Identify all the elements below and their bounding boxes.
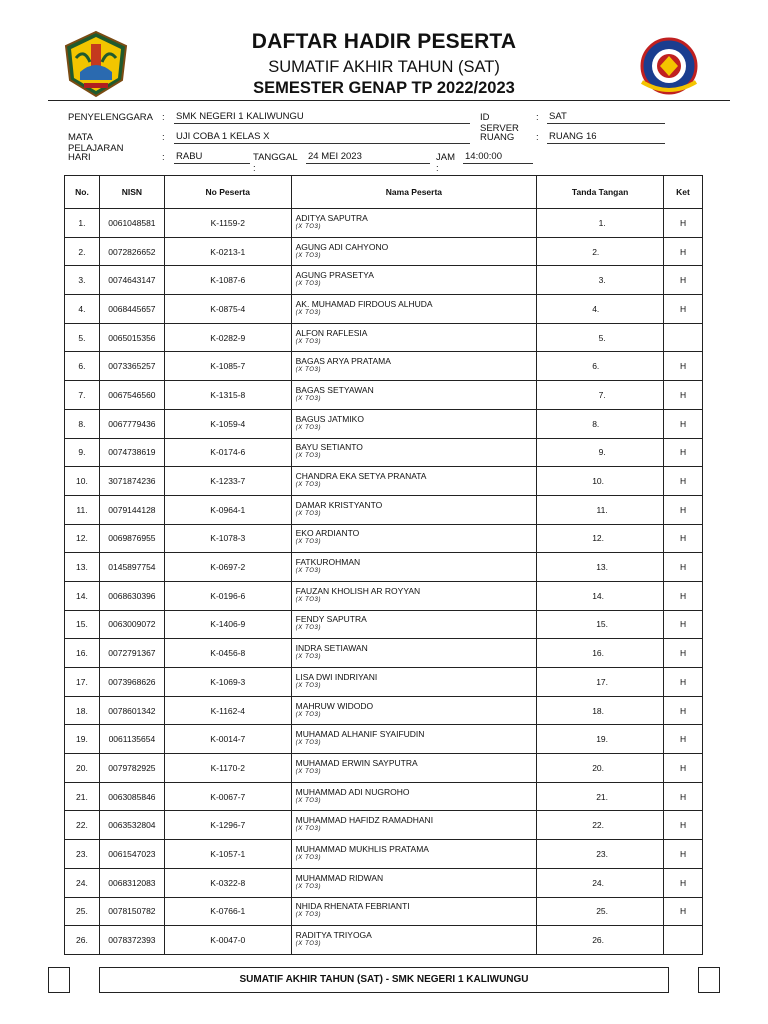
colon: : [162,152,165,163]
row-no-peserta: K-0766-1 [164,897,291,926]
hari-label: HARI [68,152,91,163]
row-no-peserta: K-1087-6 [164,266,291,295]
row-no: 26. [65,926,100,955]
row-nisn: 0067779436 [99,409,164,438]
row-nisn: 0079782925 [99,754,164,783]
row-nisn: 0078601342 [99,696,164,725]
table-row [65,639,703,668]
row-ket: H [664,811,703,840]
row-no: 22. [65,811,100,840]
row-no: 7. [65,381,100,410]
row-nama-peserta [291,381,537,410]
row-no-peserta: K-1078-3 [164,524,291,553]
row-no-peserta: K-1057-1 [164,840,291,869]
row-nisn: 0079144128 [99,495,164,524]
row-ket: H [664,782,703,811]
row-no-peserta: K-1296-7 [164,811,291,840]
row-ket: H [664,237,703,266]
row-ket [664,323,703,352]
table-row [65,409,703,438]
ruang-label: RUANG [480,132,515,143]
row-nisn: 0063532804 [99,811,164,840]
row-no: 18. [65,696,100,725]
row-tanda-tangan: 23. [537,840,664,869]
row-kelas: (X TO3) [295,367,322,374]
table-row [65,352,703,381]
row-ket: H [664,352,703,381]
row-no: 16. [65,639,100,668]
row-nisn: 0074643147 [99,266,164,295]
row-nisn: 0073365257 [99,352,164,381]
row-nisn: 0074738619 [99,438,164,467]
row-nama-peserta [291,725,537,754]
row-nama-peserta [291,897,537,926]
row-ket: H [664,868,703,897]
row-no: 17. [65,668,100,697]
row-no-peserta: K-0322-8 [164,868,291,897]
row-nama: BAGAS SETYAWAN [295,384,374,395]
row-nisn: 3071874236 [99,467,164,496]
row-tanda-tangan: 21. [537,782,664,811]
row-kelas: (X TO3) [295,883,322,890]
row-no: 10. [65,467,100,496]
row-kelas: (X TO3) [295,510,322,517]
row-no: 4. [65,295,100,324]
row-kelas: (X TO3) [295,252,322,259]
table-row [65,811,703,840]
row-ket: H [664,524,703,553]
row-ket: H [664,295,703,324]
row-nama-peserta [291,926,537,955]
table-row [65,438,703,467]
row-tanda-tangan: 10. [537,467,664,496]
row-nisn: 0078150782 [99,897,164,926]
row-nama-peserta [291,495,537,524]
row-tanda-tangan: 11. [537,495,664,524]
table-row [65,926,703,955]
table-row [65,266,703,295]
row-no-peserta: K-1406-9 [164,610,291,639]
row-nama-peserta [291,581,537,610]
row-tanda-tangan: 7. [537,381,664,410]
row-ket: H [664,467,703,496]
table-row [65,782,703,811]
row-tanda-tangan: 16. [537,639,664,668]
row-nisn: 0068630396 [99,581,164,610]
row-nisn: 0072826652 [99,237,164,266]
table-row [65,295,703,324]
row-kelas: (X TO3) [295,711,322,718]
row-nama: BAGAS ARYA PRATAMA [295,356,391,367]
row-no-peserta: K-1170-2 [164,754,291,783]
penyelenggara-label: PENYELENGGARA [68,112,153,123]
jam-value: 14:00:00 [463,151,533,164]
row-nisn: 0145897754 [99,553,164,582]
row-tanda-tangan: 12. [537,524,664,553]
row-nisn: 0078372393 [99,926,164,955]
row-kelas: (X TO3) [295,826,322,833]
row-nama: MAHRUW WIDODO [295,700,374,711]
row-tanda-tangan: 9. [537,438,664,467]
row-kelas: (X TO3) [295,797,322,804]
row-ket: H [664,209,703,238]
row-nama: ADITYA SAPUTRA [295,212,368,223]
header-divider [48,100,730,101]
row-nama: DAMAR KRISTYANTO [295,499,383,510]
row-no-peserta: K-0875-4 [164,295,291,324]
row-kelas: (X TO3) [295,596,322,603]
document-title: DAFTAR HADIR PESERTA [251,30,517,53]
row-nama: MUHAMMAD HAFIDZ RAMADHANI [295,815,434,826]
row-tanda-tangan: 13. [537,553,664,582]
row-ket [664,926,703,955]
ruang-value: RUANG 16 [547,131,665,144]
row-nama-peserta [291,668,537,697]
table-row [65,381,703,410]
row-no-peserta: K-1069-3 [164,668,291,697]
row-kelas: (X TO3) [295,223,322,230]
footer-right-box [698,967,720,993]
table-row [65,725,703,754]
table-row [65,696,703,725]
row-nama-peserta [291,438,537,467]
row-nama-peserta [291,553,537,582]
row-kelas: (X TO3) [295,281,322,288]
table-row [65,897,703,926]
row-nisn: 0063009072 [99,610,164,639]
row-nisn: 0065015356 [99,323,164,352]
row-no: 1. [65,209,100,238]
row-no-peserta: K-1162-4 [164,696,291,725]
row-nama-peserta [291,811,537,840]
row-nama: MUHAMMAD MUKHLIS PRATAMA [295,843,429,854]
row-nama: BAGUS JATMIKO [295,413,364,424]
row-nama: RADITYA TRIYOGA [295,930,372,941]
row-kelas: (X TO3) [295,424,322,431]
row-ket: H [664,495,703,524]
row-nama-peserta [291,524,537,553]
row-no-peserta: K-0213-1 [164,237,291,266]
table-header-row [65,176,703,209]
row-nama: FATKUROHMAN [295,557,361,568]
header-no-peserta: No Peserta [164,176,291,209]
row-kelas: (X TO3) [295,625,322,632]
row-nama: NHIDA RHENATA FEBRIANTI [295,901,410,912]
row-tanda-tangan: 15. [537,610,664,639]
tanggal-label: TANGGAL : [253,152,298,174]
row-kelas: (X TO3) [295,740,322,747]
footer-text: SUMATIF AKHIR TAHUN (SAT) - SMK NEGERI 1 KALIWUNGU [99,967,669,993]
row-tanda-tangan: 20. [537,754,664,783]
row-no-peserta: K-1315-8 [164,381,291,410]
row-tanda-tangan: 18. [537,696,664,725]
row-nama: MUHAMAD ALHANIF SYAIFUDIN [295,729,425,740]
row-no: 9. [65,438,100,467]
row-no-peserta: K-0282-9 [164,323,291,352]
jam-label: JAM : [436,152,455,174]
row-kelas: (X TO3) [295,482,322,489]
row-nama: LISA DWI INDRIYANI [295,671,378,682]
row-tanda-tangan: 6. [537,352,664,381]
row-tanda-tangan: 25. [537,897,664,926]
row-no: 3. [65,266,100,295]
row-no: 6. [65,352,100,381]
row-nisn: 0068312083 [99,868,164,897]
row-nama: ALFON RAFLESIA [295,327,368,338]
row-no: 5. [65,323,100,352]
row-ket: H [664,610,703,639]
row-nama-peserta [291,639,537,668]
row-no: 8. [65,409,100,438]
row-ket: H [664,266,703,295]
row-ket: H [664,381,703,410]
row-nisn: 0063085846 [99,782,164,811]
header-nama-peserta: Nama Peserta [291,176,537,209]
row-nama: MUHAMMAD ADI NUGROHO [295,786,410,797]
row-nama: EKO ARDIANTO [295,528,360,539]
row-kelas: (X TO3) [295,654,322,661]
table-row [65,237,703,266]
mata-pelajaran-label: MATA PELAJARAN [68,132,124,154]
row-tanda-tangan: 4. [537,295,664,324]
row-nisn: 0073968626 [99,668,164,697]
row-tanda-tangan: 19. [537,725,664,754]
row-nisn: 0061048581 [99,209,164,238]
table-row [65,610,703,639]
colon: : [536,112,539,123]
row-kelas: (X TO3) [295,912,322,919]
row-kelas: (X TO3) [295,338,322,345]
row-nisn: 0061135654 [99,725,164,754]
row-no: 20. [65,754,100,783]
row-no-peserta: K-0014-7 [164,725,291,754]
attendance-table [64,175,703,955]
row-tanda-tangan: 26. [537,926,664,955]
row-no-peserta: K-0697-2 [164,553,291,582]
row-no-peserta: K-1085-7 [164,352,291,381]
row-tanda-tangan: 3. [537,266,664,295]
footer-left-box [48,967,70,993]
row-ket: H [664,581,703,610]
row-nama-peserta [291,352,537,381]
row-no: 14. [65,581,100,610]
table-row [65,840,703,869]
table-row [65,323,703,352]
row-kelas: (X TO3) [295,682,322,689]
row-nama-peserta [291,209,537,238]
row-nama-peserta [291,840,537,869]
row-nama-peserta [291,610,537,639]
row-no: 19. [65,725,100,754]
row-nama: BAYU SETIANTO [295,442,363,453]
row-ket: H [664,438,703,467]
colon: : [162,132,165,143]
row-ket: H [664,639,703,668]
header-tanda-tangan: Tanda Tangan [537,176,664,209]
colon: : [162,112,165,123]
row-nama-peserta [291,696,537,725]
penyelenggara-value: SMK NEGERI 1 KALIWUNGU [174,111,470,124]
row-ket: H [664,840,703,869]
row-nama: AK. MUHAMAD FIRDOUS ALHUDA [295,298,433,309]
row-nama: INDRA SETIAWAN [295,643,368,654]
row-nama: CHANDRA EKA SETYA PRANATA [295,471,427,482]
document-semester: SEMESTER GENAP TP 2022/2023 [253,79,515,97]
row-nisn: 0068445657 [99,295,164,324]
table-row [65,495,703,524]
mata-pelajaran-value: UJI COBA 1 KELAS X [174,131,470,144]
row-tanda-tangan: 2. [537,237,664,266]
id-server-label: ID SERVER [480,112,519,134]
row-no-peserta: K-0196-6 [164,581,291,610]
row-kelas: (X TO3) [295,309,322,316]
row-ket: H [664,754,703,783]
row-nama: FAUZAN KHOLISH AR ROYYAN [295,585,421,596]
row-no: 21. [65,782,100,811]
row-nisn: 0069876955 [99,524,164,553]
row-nama-peserta [291,237,537,266]
header-no: No. [65,176,100,209]
row-kelas: (X TO3) [295,854,322,861]
row-no: 12. [65,524,100,553]
row-nama-peserta [291,754,537,783]
document-subtitle: SUMATIF AKHIR TAHUN (SAT) [268,58,500,76]
table-row [65,209,703,238]
row-no: 15. [65,610,100,639]
row-no-peserta: K-0964-1 [164,495,291,524]
row-tanda-tangan: 14. [537,581,664,610]
row-tanda-tangan: 24. [537,868,664,897]
table-row [65,524,703,553]
header-ket: Ket [664,176,703,209]
row-no: 11. [65,495,100,524]
row-nama-peserta [291,409,537,438]
row-no-peserta: K-0047-0 [164,926,291,955]
row-no: 13. [65,553,100,582]
row-nama-peserta [291,295,537,324]
row-kelas: (X TO3) [295,539,322,546]
colon: : [536,132,539,143]
row-no-peserta: K-0456-8 [164,639,291,668]
row-tanda-tangan: 17. [537,668,664,697]
row-ket: H [664,668,703,697]
id-server-value: SAT [547,111,665,124]
table-row [65,754,703,783]
row-no-peserta: K-0067-7 [164,782,291,811]
row-ket: H [664,409,703,438]
row-nama: MUHAMAD ERWIN SAYPUTRA [295,757,418,768]
row-kelas: (X TO3) [295,453,322,460]
row-kelas: (X TO3) [295,395,322,402]
table-row [65,868,703,897]
row-ket: H [664,725,703,754]
row-nama-peserta [291,467,537,496]
row-nama-peserta [291,323,537,352]
row-nama-peserta [291,868,537,897]
table-row [65,668,703,697]
row-no: 2. [65,237,100,266]
row-tanda-tangan: 8. [537,409,664,438]
row-ket: H [664,553,703,582]
row-no-peserta: K-1233-7 [164,467,291,496]
row-no-peserta: K-0174-6 [164,438,291,467]
row-kelas: (X TO3) [295,941,322,948]
row-no: 24. [65,868,100,897]
row-tanda-tangan: 1. [537,209,664,238]
header-nisn: NISN [99,176,164,209]
row-ket: H [664,696,703,725]
table-row [65,467,703,496]
hari-value: RABU [174,151,250,164]
row-nama-peserta [291,782,537,811]
row-no: 23. [65,840,100,869]
table-row [65,581,703,610]
row-kelas: (X TO3) [295,768,322,775]
row-nisn: 0061547023 [99,840,164,869]
row-no: 25. [65,897,100,926]
document-header [0,30,768,98]
row-kelas: (X TO3) [295,568,322,575]
row-nama: MUHAMMAD RIDWAN [295,872,384,883]
row-nama: AGUNG PRASETYA [295,270,374,281]
row-no-peserta: K-1059-4 [164,409,291,438]
row-nama: FENDY SAPUTRA [295,614,367,625]
row-nisn: 0072791367 [99,639,164,668]
table-row [65,553,703,582]
row-tanda-tangan: 22. [537,811,664,840]
row-nama-peserta [291,266,537,295]
tanggal-value: 24 MEI 2023 [306,151,430,164]
row-nama: AGUNG ADI CAHYONO [295,241,389,252]
row-ket: H [664,897,703,926]
row-nisn: 0067546560 [99,381,164,410]
row-no-peserta: K-1159-2 [164,209,291,238]
row-tanda-tangan: 5. [537,323,664,352]
